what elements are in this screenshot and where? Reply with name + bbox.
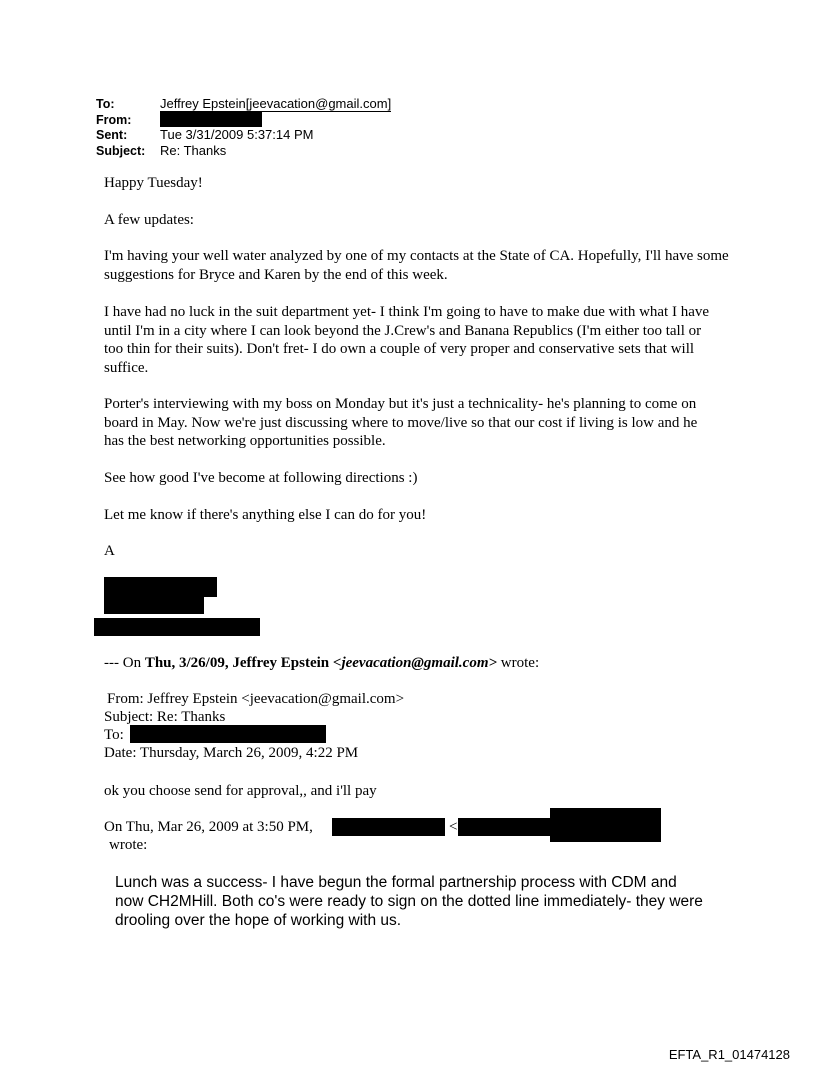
quote-date-author: Thu, 3/26/09, Jeffrey Epstein — [144, 655, 333, 671]
quote-prefix: --- On — [104, 655, 145, 671]
paragraph-directions: See how good I've become at following directions :) — [104, 470, 418, 486]
signature-redaction-3 — [94, 618, 260, 636]
subject-value: Re: Thanks — [160, 143, 227, 158]
quote2-on-line: On Thu, Mar 26, 2009 at 3:50 PM, — [104, 819, 313, 835]
paragraph-water: I'm having your well water analyzed by one of my contacts at the State of CA. Hopefully, I'll have some suggestions for Bryce and Karen by the end of this week. — [104, 248, 729, 283]
to-value — [160, 96, 391, 111]
from-redaction — [160, 111, 262, 127]
paragraph-suit: I have had no luck in the suit department yet- I think I'm going to have to make due with what I have until I'm in a city where I can look beyond the J.Crew's and Banana Republics (I'm either too tall or too thin for their suits). Don't fret- I do own a couple of very proper and conservative sets that will suffice. — [104, 304, 710, 376]
quote2-wrote: wrote: — [109, 837, 148, 853]
subject-label: Subject: — [96, 144, 146, 158]
greeting: Happy Tuesday! — [104, 175, 203, 191]
signature-redaction-2 — [104, 597, 204, 614]
quote2-lt: < — [449, 819, 458, 835]
quote2-email-redaction-1 — [458, 818, 550, 836]
quote-header-line — [104, 654, 539, 673]
quote2-email-redaction-2 — [550, 808, 661, 842]
signoff: A — [104, 543, 115, 559]
sent-value: Tue 3/31/2009 5:37:14 PM — [160, 127, 314, 142]
quote-to-redaction — [130, 725, 326, 743]
quote2-lunch-text: Lunch was a success- I have begun the formal partnership process with CDM and now CH2MHill. Both co's were ready to sign on the dotted line immediately- they were drooling over the hope of working with us. — [115, 874, 703, 929]
intro-line: A few updates: — [104, 212, 194, 228]
quote2-name-redaction — [332, 818, 445, 836]
quote-from-line: From: Jeffrey Epstein <jeevacation@gmail.com> — [107, 691, 405, 707]
paragraph-offer: Let me know if there's anything else I can do for you! — [104, 507, 427, 523]
signature-redaction-1 — [104, 577, 217, 597]
quote-wrote: wrote: — [497, 655, 540, 671]
quote-email[interactable]: <jeevacation@gmail.com> — [332, 655, 498, 671]
quote-to-label: To: — [104, 727, 124, 743]
quote-subject-line: Subject: Re: Thanks — [104, 709, 226, 725]
to-address[interactable]: Jeffrey Epstein[jeevacation@gmail.com] — [160, 96, 392, 111]
paragraph-porter: Porter's interviewing with my boss on Monday but it's just a technicality- he's planning to come on board in May. Now we're just discussing where to move/live so that our cost if living is low and he has the best networking opportunities possible. — [104, 396, 698, 449]
quote-reply: ok you choose send for approval,, and i'll pay — [104, 783, 377, 799]
quote-date-line: Date: Thursday, March 26, 2009, 4:22 PM — [104, 745, 359, 761]
sent-label: Sent: — [96, 128, 128, 142]
document-id: EFTA_R1_01474128 — [668, 1047, 790, 1062]
to-label: To: — [96, 97, 115, 111]
from-label: From: — [96, 113, 132, 127]
